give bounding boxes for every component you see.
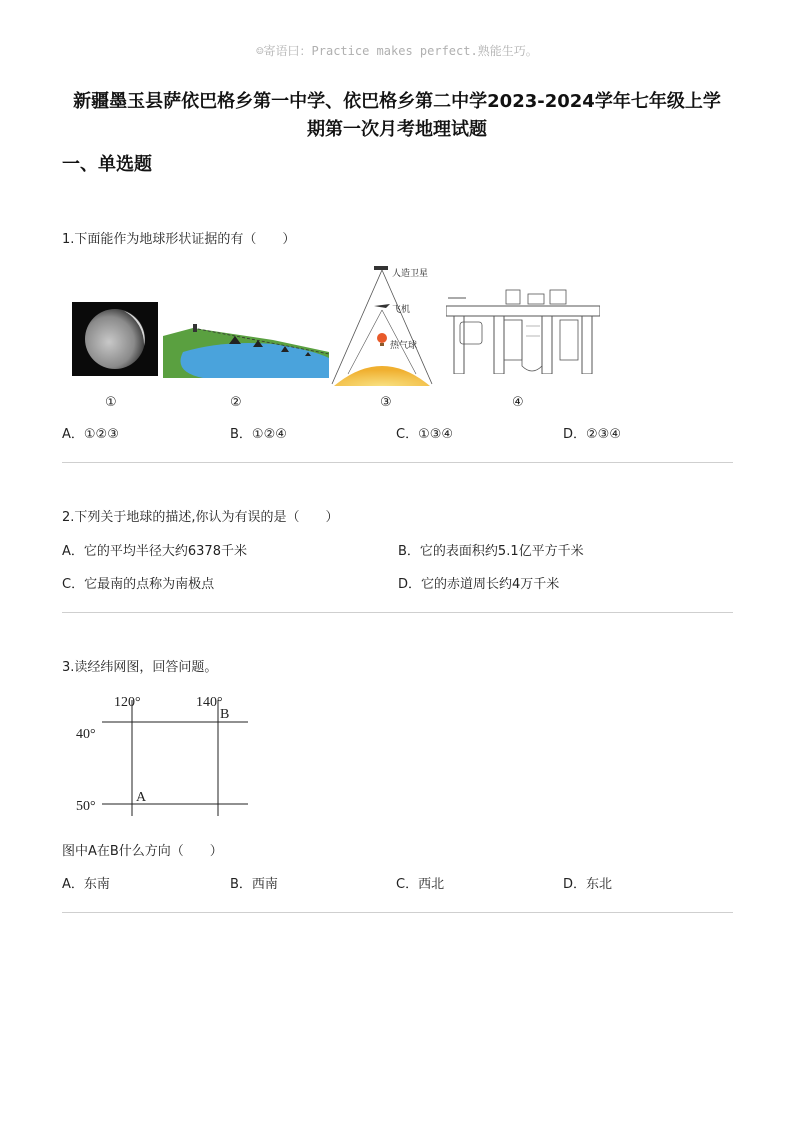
divider-2 (62, 612, 733, 613)
q3-option-d[interactable]: D．东北 (563, 877, 613, 892)
q2-option-c[interactable]: C．它最南的点称为南极点 (62, 577, 215, 592)
q3-option-c[interactable]: C．西北 (396, 877, 445, 892)
grid-lon-label-120: 120° (114, 695, 141, 710)
q1-option-c[interactable]: C．①③④ (396, 427, 454, 442)
q3-stem: 3.读经纬网图，回答问题。 (62, 660, 218, 675)
fig3-plane-label: 飞机 (392, 305, 411, 315)
q1-option-d[interactable]: D．②③④ (563, 427, 621, 442)
title-line-1: 新疆墨玉县萨依巴格乡第一中学、依巴格乡第二中学2023-2024学年七年级上学 (73, 91, 721, 112)
title-line-2: 期第一次月考地理试题 (307, 119, 487, 140)
q1-figure-3-altitude-view (330, 262, 434, 386)
q2-option-d[interactable]: D．它的赤道周长约4万千米 (398, 577, 560, 592)
grid-lon-label-140: 140° (196, 695, 223, 710)
q1-figure-label-3: ③ (380, 395, 392, 410)
q1-figure-label-1: ① (105, 395, 117, 410)
q1-figure-4-city-map (446, 286, 600, 374)
q1-figure-1-lunar-eclipse (72, 302, 158, 376)
page-title (40, 88, 754, 144)
grid-lat-label-40: 40° (76, 727, 96, 742)
header-motto: ☺寄语曰：Practice makes perfect.熟能生巧。 (256, 44, 538, 58)
grid-point-a: A (136, 790, 147, 805)
q1-figure-label-2: ② (230, 395, 242, 410)
q2-stem: 2.下列关于地球的描述,你认为有误的是（ ） (62, 510, 339, 525)
q1-figure-label-4: ④ (512, 395, 524, 410)
q3-option-a[interactable]: A．东南 (62, 877, 110, 892)
divider-1 (62, 462, 733, 463)
fig3-satellite-label: 人造卫星 (392, 269, 429, 279)
q3-lat-lon-grid (72, 688, 252, 818)
grid-point-b: B (220, 707, 230, 722)
divider-3 (62, 912, 733, 913)
q2-option-b[interactable]: B．它的表面积约5.1亿平方千米 (398, 544, 584, 559)
q1-figure-2-ship-horizon (163, 322, 329, 378)
q1-stem: 1.下面能作为地球形状证据的有（ ） (62, 232, 296, 247)
section-heading: 一、单选题 (62, 154, 152, 175)
grid-lat-label-50: 50° (76, 799, 96, 814)
q1-option-a[interactable]: A．①②③ (62, 427, 119, 442)
q2-option-a[interactable]: A．它的平均半径大约6378千米 (62, 544, 247, 559)
q3-option-b[interactable]: B．西南 (230, 877, 278, 892)
q3-question: 图中A在B什么方向（ ） (62, 844, 223, 859)
q1-option-b[interactable]: B．①②④ (230, 427, 287, 442)
fig3-balloon-label: 热气球 (390, 341, 418, 351)
